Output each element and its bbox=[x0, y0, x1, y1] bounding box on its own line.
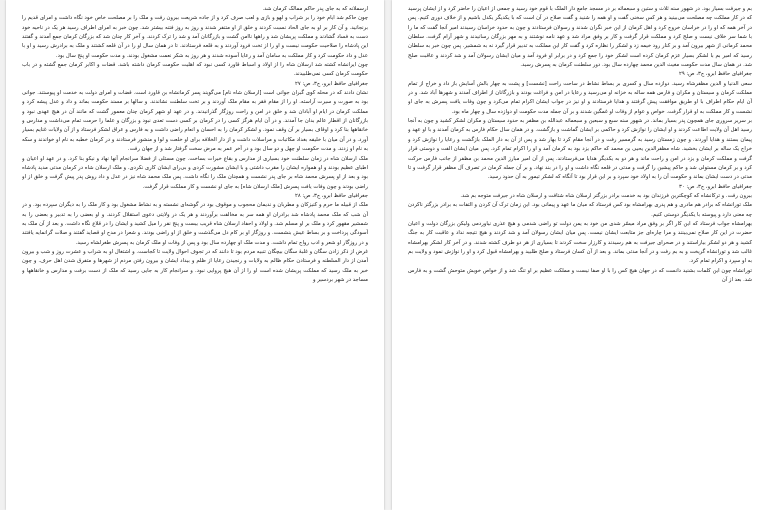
paragraph: سعی الدنیا و الدین مظفرشاه رسید. دوازده سال و کسری بر بساط نشاط در ساحت راحت [نشست] و پشت به چهار بالش آسایش باز داد و خراج از تمام مملکت کرمان و سیستان و مکران و فارس همه ساله به خزانه او می‌رسید و رعایا در امن و فراغت بودند و بازرگانان از اطراف آمدند و شهرها آباد شد. و در آن ایام حکام اطراف با او طریق موافقت پیش گرفتند و هدایا فرستادند و او نیز در جواب ایشان اکرام تمام می‌کرد و چون وفات یافت پسرش به جای او نشست و کار مملکت به او قرار گرفت. خواص و عوام از وفات او غمگین شدند و بر آن جمله مدت حکومت او دوازده سال و چهار ماه بود. bbox=[408, 80, 752, 115]
paragraph: بم و جیرفت بسیار بود. در شهور سنه ثلاث و ستین و سبعمائه بر در مسجد جامع دار الملک با قوم خود رسید و جمعی از اعیان را حاضر کرد و از ایشان پرسید که در کار مملکت چه مصلحت می‌بینید و هر کس سخنی گفت و او همه را شنید و گفت صلاح در آن است که با یکدیگر یکدل باشیم و از خلاف دوری کنیم. پس در آخر همه که او را در خراسان خروج کرد و اهل کرمان از این خبر نگران شدند و رسولان فرستادند و چون به حدود خراسان رسیدند امیر آنجا گفت که ما را با شما سر خلاف نیست و صلح کرد و مملکت قرار گرفت و کار بر وفق مراد شد و عهد نامه نوشتند و به مهر بزرگان رسانیدند و شهر آرام گرفت. سلطان محمد کرمانی از شهر بیرون آمد و بر کنار رود خیمه زد و لشکر را نظاره کرد و گفت کار این مملکت به تدبیر قرار گیرد نه به شمشیر. پس چون خبر به سلطان رسید که امیر بم با لشکر بسیار عزم کرمان کرده است لشکر خود را جمع کرد و در برابر او فرود آمد و میان ایشان رسولان آمد و شد کردند و عاقبت صلح شد. در همان سال مدت حکومت مغیث الدین محمد چهارده سال بود. دور سلطنت کرمان به پسرش رسید. bbox=[408, 6, 752, 69]
page-reference-heading: جغرافیای حافظ ابرو، ج۳، ص: ۲۷ bbox=[295, 80, 368, 87]
paragraph: بیرون رفت. و ترکانشاه که کوچکترین فرزندان بود به خدمت برادر بزرگتر ارسلان شاه شتافت و ارسلان شاه در جیرفت متوجه بم شد. bbox=[460, 192, 752, 199]
paragraph: چون حاکم شد ایام خود را بر شراب و لهو و بازی و لعب صرف کرد و از جاده شریعت بیرون رفت و ملک را بر مصلحت خاص خود نگاه داشت و امرای قدیم را برنجانید. و آن کار بر او به جای الحاد نسبت کردند و خلق از او متنفر شدند و روز به روز فتنه بیشتر شد. چون خبر به امرای اطراف رسید هر یک در ناحیه خود دست به فساد گشادند و مملکت پریشان شد و راهها ناامن گشت و بازرگانان آمد و شد را ترک کردند. و آخر کار چنان شد که بزرگان کرمان جمع آمدند و گفتند این پادشاه را صلاحیت حکومت نیست و او را از تخت فرود آوردند و به قلعه فرستادند. تا در همان سال او را در آن قلعه کشتند و ملک به برادرش رسید و او با عدل و داد حکومت کرد و کار مملکت به سامان آمد و رعایا آسوده شدند و هر روز به شکر نعمت مشغول بودند. و مدت حکومت او پنج سال بود. bbox=[22, 15, 368, 59]
paragraph: بهرامشاه جواب فرستاد که این کار اگر بر وفق مراد میسّر شدی من خود به یمن دولت تو راضی شدمی و هیچ عذری نیاوردمی ولیکن بزرگان دولت و اعیان حضرت در این کار صلاح نمی‌بینند و مرا چاره‌ای جز متابعت ایشان نیست. پس میان ایشان رسولان آمد و شد کردند و هیچ نتیجه نداد و عاقبت کار به جنگ کشید و هر دو لشکر بیاراستند و در صحرای جیرفت به هم رسیدند و کارزار سخت کردند تا بسیاری از هر دو طرف کشته شدند. و در آخر کار لشکر بهرامشاه غالب شد و تورانشاه گریخت و به بم رفت و در آنجا مدتی بماند. و بعد از آن کسان فرستاد و صلح طلبید و بهرامشاه قبول کرد و او را نوازش نمود و ولایت بم به او سپرد و اکرام تمام کرد. bbox=[408, 220, 752, 265]
paragraph: ملک تورانشاه که برادر هم مادری و هم پدری بهرامشاه بود کس فرستاد که میان ما عهد و پیمانی بود. این زمان ترک آن کردن و التفات به برادر بزرگتر ناکردن چه معنی دارد و پیوسته با یکدیگر دوستی کنیم. bbox=[408, 202, 752, 218]
page-reference-heading: جغرافیای حافظ ابرو، ج۳، ص: ۳۰ bbox=[679, 183, 752, 190]
paragraph: ملک از قبیله ما حرم و کنیزکان و مطربان و ندیمان محجوب و موقوف بود در گوشه‌ای نشسته و به نشاط مشغول بود و کار ملک را به دیگران سپرده بود. و در آن شب که ملک محمد پادشاه شد برادران او همه سر به مخالفت برآوردند و هر یک در ولایتی دعوی استقلال کردند. و او بعضی را به تدبیر و بعضی را به شمشیر مقهور کرد و ملک بر او مسلم شد. و اولاد و احفاد ارسلان شاه قریب بیست و پنج نفر را میل کشید و ایشان را در قلاع نگاه داشت. و بعد از آن ملک به آسودگی پرداخت و بر بساط عیش بنشست. و روزگار او بر کام دل می‌گذشت و خلق از او راضی بودند. و شعرا در مدح او قصاید گفتند و صلات گرانمایه یافتند و در روزگار او شعر و ادب رواج تمام داشت. و مدت ملک او چهارده سال بود و پس از وفات او ملک کرمان به پسرش طغرلشاه رسید. bbox=[22, 202, 368, 246]
paragraph: نشان دادند که در محله کوی گبران جوانی است [ارسلان شاه نام] می‌گویند پسر کرمانشاه بن قاورد است. قضات و امرای دولت به خدمت او پیوستند. جوانی بود به صورت و سیرت آراسته. او را از مقام فقر به مقام ملک آوردند و بر تخت سلطنت نشاندند. و سالها بر مسند حکومت بماند و داد و عدل پیشه کرد و مملکت کرمان در ایام او آبادان شد و خلق در امن و راحت روزگار گذرانیدند. و در عهد او شهر کرمان چنان معمور گشت که مانند آن در هیچ عهدی نبود و بازرگانان از اقطار عالم بدان جا آمدند. و در آن ایام هرگز کسی را در کرمان بر کسی دست تعدی نبود و بزرگان و علما را حرمت تمام می‌داشت و مدارس و خانقاهها بنا کرد و اوقاف بسیار بر آن وقف نمود. و لشکر کرمان را به احسان و انعام راضی داشت و به فارس و عراق لشکر فرستاد و از آن ولایات غنایم بسیار آورد. و در آن میان با خلیفه بغداد مکاتبات و مراسلات داشت و از دار الخلافه برای او خلعت و لوا و منشور فرستادند و در کرمان خطبه به نام او خواندند و سکه به نام او زدند. و مدت حکومت او چهل و دو سال بود و در آخر عمر به مرض سخت گرفتار شد و از جهان رفت. bbox=[22, 90, 368, 153]
paragraph: تورانشاه چون این کلمات بشنید دانست که در جهان هیچ کس را با او صفا نیست و مملکت عظیم بر او تنگ شد و از خواص خویش متوحش گشت و به فارس شد. بعد از آن bbox=[408, 267, 752, 283]
paragraph: ارسملانه که به جای پدر حاکم ممالک کرمان شد. bbox=[262, 6, 368, 12]
paragraph: غرض از ذکر زادن سگان و غلبهٔ سگان بیچگان تنبیه مردم بود تا دانند که در تجوف احوال ولایت تا کجاست. و اشتغال او به شراب و عشرت روز و شب و بیرون آمدن از دار السلطنه و فرستادن حکام ظالم به ولایات و رنجیدن رعایا از ظلم و بیداد ایشان و بیرون رفتن مردم از شهرها و متفرق شدن اهل حرف. و چون خبر به ملک رسید که مملکت پریشان شده است او را از آن هیچ پروایی نبود. و سرانجام کار به جایی رسید که ملک از دست برفت و مدارس و خانقاهها و مساجد در شهر بردسیر و bbox=[22, 248, 368, 283]
paragraph: بر سریر سروری جای همچون پدر بسیار بماند. در شهور سنه سبع و سبعین و سبعمائه عبدالله بن مظفر به حدود سیستان و مکران لشکر کشید و چون به آنجا رسید اهل آن ولایت اطاعت کردند و او ایشان را نوازش کرد و حاکمی بر ایشان گماشت و بازگشت. و در همان سال حکام فارس به کرمان آمدند و با او عهد و پیمان بستند و هدایا آوردند. و چون زمستان رسید به گرمسیر رفت و در آنجا مقام کرد تا بهار شد و پس از آن به دار الملک بازگشت و رعایا را نوازش کرد و خراج یک ساله بر ایشان بخشید. شاه مظفرالدین یحیی بن محمد که حاکم یزد بود به کرمان آمد و او را اکرام تمام کرد. پس میان ایشان الفت و دوستی قرار گرفت و مملکت کرمان و یزد در امن و راحت ماند و هر دو به یکدیگر هدایا می‌فرستادند. پس از آن امیر مبارز الدین محمد بن مظفر از جانب فارس حرکت کرد و بر کرمان مستولی شد و حاکم پیشین را گرفت و مدتی در قلعه نگاه داشت و او را در بند نهاد. و بر آن جمله کرمان در تصرف آل مظفر قرار گرفت و تا مدتی در دست ایشان بماند و حکومت آن را به اولاد خود سپرد و بر این قرار بود تا آنگاه که لشکر تیمور به آن حدود رسید. bbox=[408, 118, 752, 181]
left-page-text bbox=[22, 5, 368, 504]
page-reference-heading: جغرافیای حافظ ابرو، ج۳، ص: ۲۸ bbox=[295, 192, 368, 199]
right-page-text bbox=[408, 5, 752, 504]
paragraph: ملک ارسلان شاه در زمان سلطنت خود بسیاری از مدارس و بقاع خیرات بساخت. چون مستلی از فضلا سرانجام آنها نهاد و نیکو بنا کرد. و در عهد او اعیان و اطبای عظیم بودند و او همواره ایشان را مقرب داشتی و با ایشان مشورت کردی و بی‌رای ایشان کاری نکردی. و ملک ارسلان شاه در کرمان مدتی مدید پادشاه بود و بعد از او پسرش محمد شاه بر جای پدر نشست و همچنان ملک را نگاه داشت. پس ملک محمد شاه نیز در عدل و داد روش پدر پیش گرفت و خلق از او راضی بودند و چون وفات یافت پسرش [ملک ارسلان شاه] به جای او نشست و کار مملکت قرار گرفت. bbox=[22, 155, 368, 190]
right-page bbox=[392, 0, 768, 510]
left-page bbox=[6, 0, 384, 510]
page-reference-heading: جغرافیای حافظ ابرو، ج۳، ص: ۲۹ bbox=[679, 71, 752, 78]
paragraph: چون ایرانشاه کشته شد ارسلان شاه را از اولاد و اسباط قاورد کسی نبود که اهلیت حکومت کرمان داشته باشد. قضات و اکابر کرمان جمع گشته و در باب حکومت کرمان کسی نمی‌طلبیدند. bbox=[22, 62, 368, 78]
